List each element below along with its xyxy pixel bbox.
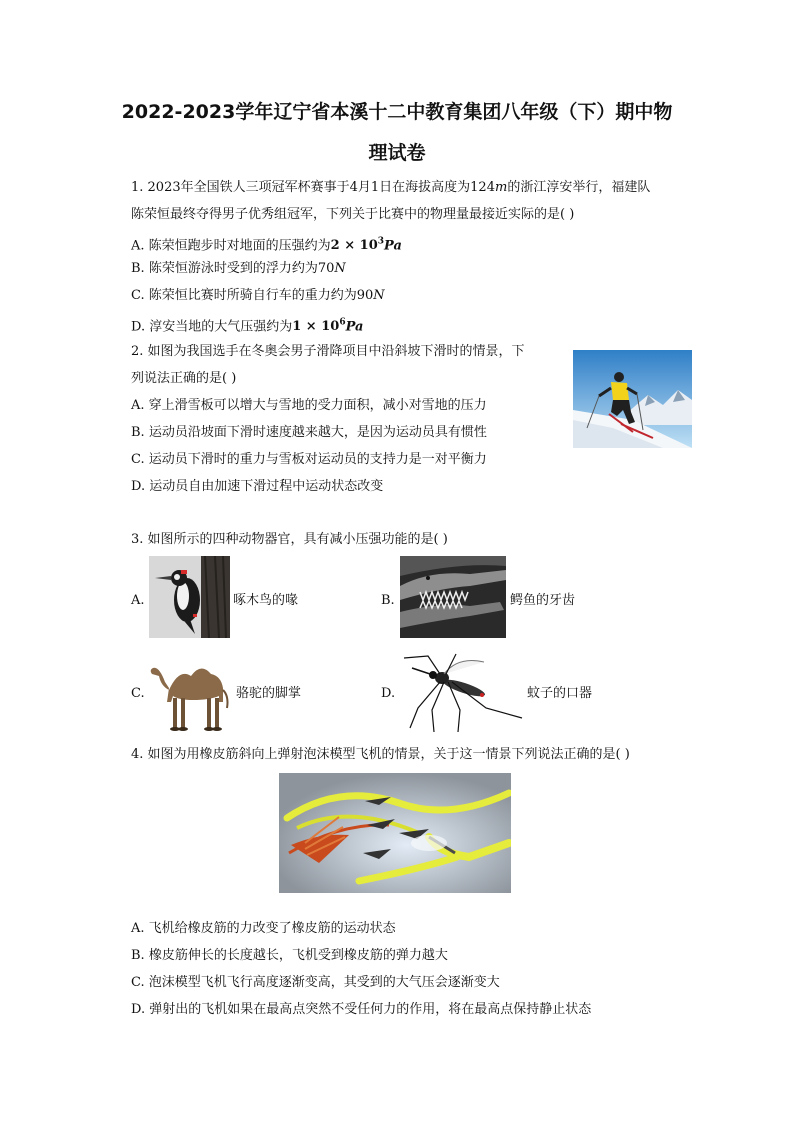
q1-option-c: C. 陈荣恒比赛时所骑自行车的重力约为90N xyxy=(131,288,385,303)
q3-option-a-caption: 啄木鸟的喙 xyxy=(233,593,299,608)
q4-option-b: B. 橡皮筋伸长的长度越长，飞机受到橡皮筋的弹力越大 xyxy=(131,948,448,963)
woodpecker-image xyxy=(149,556,230,638)
q4-option-c: C. 泡沫模型飞机飞行高度逐渐变高，其受到的大气压会逐渐变大 xyxy=(131,975,500,990)
q4-option-d: D. 弹射出的飞机如果在最高点突然不受任何力的作用，将在最高点保持静止状态 xyxy=(131,1002,592,1017)
q1-option-b: B. 陈荣恒游泳时受到的浮力约为70N xyxy=(131,261,346,276)
exam-title-line2: 理试卷 xyxy=(368,142,426,164)
crocodile-image xyxy=(400,556,506,638)
q1-option-d: D. 淳安当地的大气压强约为$1 \times 10^6Pa$ xyxy=(131,318,364,335)
q3-option-b-caption: 鳄鱼的牙齿 xyxy=(510,593,576,608)
q1-option-a: A. 陈荣恒跑步时对地面的压强约为$2 \times 10^3Pa$ xyxy=(131,237,402,254)
q3-option-c-caption: 骆驼的脚掌 xyxy=(236,686,302,701)
q3-option-b-letter: B. xyxy=(381,593,395,608)
q2-option-c: C. 运动员下滑时的重力与雪板对运动员的支持力是一对平衡力 xyxy=(131,452,487,467)
skier-image xyxy=(573,350,692,448)
q3-option-a-letter: A. xyxy=(131,593,145,608)
q2-option-b: B. 运动员沿坡面下滑时速度越来越大，是因为运动员具有惯性 xyxy=(131,425,487,440)
q3-option-c-letter: C. xyxy=(131,686,145,701)
q1-stem-line2: 陈荣恒最终夺得男子优秀组冠军，下列关于比赛中的物理量最接近实际的是( ) xyxy=(131,207,575,222)
q2-stem-line2: 列说法正确的是( ) xyxy=(131,371,237,386)
q4-option-a: A. 飞机给橡皮筋的力改变了橡皮筋的运动状态 xyxy=(131,921,396,936)
q2-option-a: A. 穿上滑雪板可以增大与雪地的受力面积，减小对雪地的压力 xyxy=(131,398,487,413)
q3-stem: 3. 如图所示的四种动物器官，具有减小压强功能的是( ) xyxy=(131,532,448,547)
q3-option-d-letter: D. xyxy=(381,686,396,701)
q4-stem: 4. 如图为用橡皮筋斜向上弹射泡沫模型飞机的情景，关于这一情景下列说法正确的是( ) xyxy=(131,747,630,762)
mosquito-image xyxy=(398,652,524,734)
camel-image xyxy=(149,652,235,734)
q1-stem-line1: 1. 2023年全国铁人三项冠军杯赛事于4月1日在海拔高度为124m的浙江淳安举行，福建队 xyxy=(131,180,651,195)
exam-title-line1: 2022-2023学年辽宁省本溪十二中教育集团八年级（下）期中物 xyxy=(121,101,673,123)
foam-airplane-slingshot-image xyxy=(279,773,511,893)
q3-option-d-caption: 蚊子的口器 xyxy=(527,686,593,701)
q2-stem-line1: 2. 如图为我国选手在冬奥会男子滑降项目中沿斜坡下滑时的情景，下 xyxy=(131,344,525,359)
q2-option-d: D. 运动员自由加速下滑过程中运动状态改变 xyxy=(131,479,384,494)
